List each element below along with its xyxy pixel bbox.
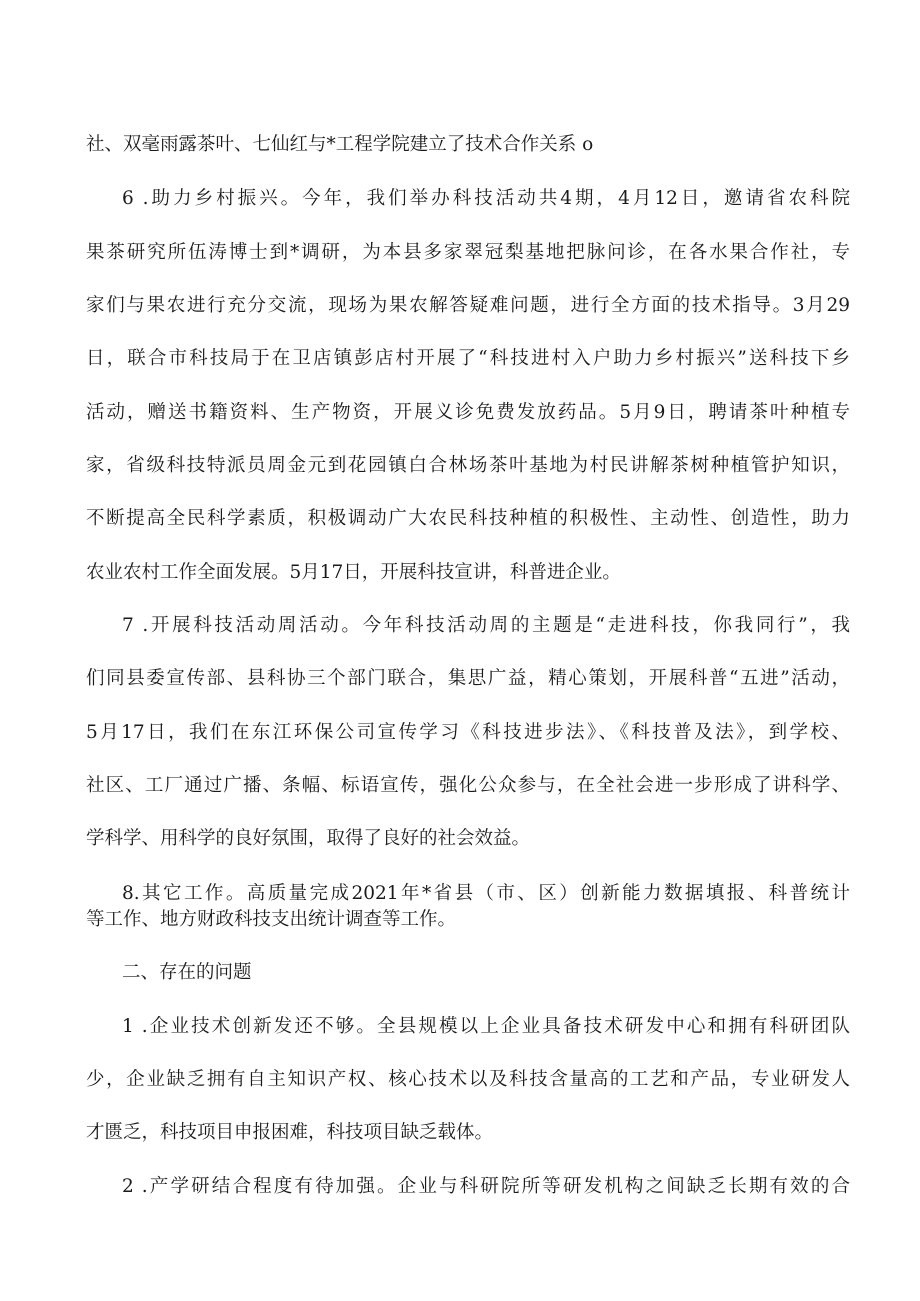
paragraph-line: 果茶研究所伍涛博士到*调研，为本县多家翠冠梨基地把脉问诊，在各水果合作社，专 bbox=[86, 242, 850, 263]
paragraph-line: 活动，赠送书籍资料、生产物资，开展义诊免费发放药品。5月9日，聘请茶叶种植专 bbox=[86, 402, 850, 423]
paragraph-line: 社、双毫雨露茶叶、七仙红与*工程学院建立了技术合作关系 o bbox=[86, 134, 594, 155]
section-8-first-line: 8.其它工作。高质量完成2021年*省县（市、区）创新能力数据填报、科普统计 bbox=[122, 883, 850, 904]
paragraph-line: 家们与果农进行充分交流，现场为果农解答疑难问题，进行全方面的技术指导。3月29 bbox=[86, 295, 850, 316]
paragraph-line: 学科学、用科学的良好氛围，取得了良好的社会效益。 bbox=[86, 828, 531, 849]
paragraph-line: 才匮乏，科技项目申报困难，科技项目缺乏载体。 bbox=[86, 1122, 494, 1143]
paragraph-line: 少，企业缺乏拥有自主知识产权、核心技术以及科技含量高的工艺和产品，专业研发人 bbox=[86, 1069, 850, 1090]
paragraph-line: 日，联合市科技局于在卫店镇彭店村开展了“科技进村入户助力乡村振兴”送科技下乡 bbox=[86, 348, 850, 369]
section-7-first-line: 7 .开展科技活动周活动。今年科技活动周的主题是“走进科技，你我同行”，我 bbox=[122, 615, 850, 636]
paragraph-line: 们同县委宣传部、县科协三个部门联合，集思广益，精心策划，开展科普“五进”活动， bbox=[86, 668, 850, 689]
problem-1-first-line: 1 .企业技术创新发还不够。全县规模以上企业具备技术研发中心和拥有科研团队 bbox=[122, 1016, 850, 1037]
paragraph-line: 社区、工厂通过广播、条幅、标语宣传，强化公众参与，在全社会进一步形成了讲科学、 bbox=[86, 775, 850, 796]
problem-2-first-line: 2 .产学研结合程度有待加强。企业与科研院所等研发机构之间缺乏长期有效的合 bbox=[122, 1176, 850, 1197]
section-6-first-line: 6 .助力乡村振兴。今年，我们举办科技活动共4期，4月12日，邀请省农科院 bbox=[122, 188, 850, 209]
paragraph-line: 家，省级科技特派员周金元到花园镇白合林场茶叶基地为村民讲解茶树种植管护知识， bbox=[86, 455, 850, 476]
paragraph-line: 等工作、地方财政科技支出统计调查等工作。 bbox=[86, 909, 457, 930]
paragraph-line: 农业农村工作全面发展。5月17日，开展科技宣讲，科普进企业。 bbox=[86, 562, 621, 583]
paragraph-line: 5月17日，我们在东江环保公司宣传学习《科技进步法》、《科技普及法》，到学校、 bbox=[86, 722, 850, 743]
paragraph-line: 不断提高全民科学素质，积极调动广大农民科技种植的积极性、主动性、创造性，助力 bbox=[86, 508, 850, 529]
section-heading-problems: 二、存在的问题 bbox=[122, 962, 252, 983]
